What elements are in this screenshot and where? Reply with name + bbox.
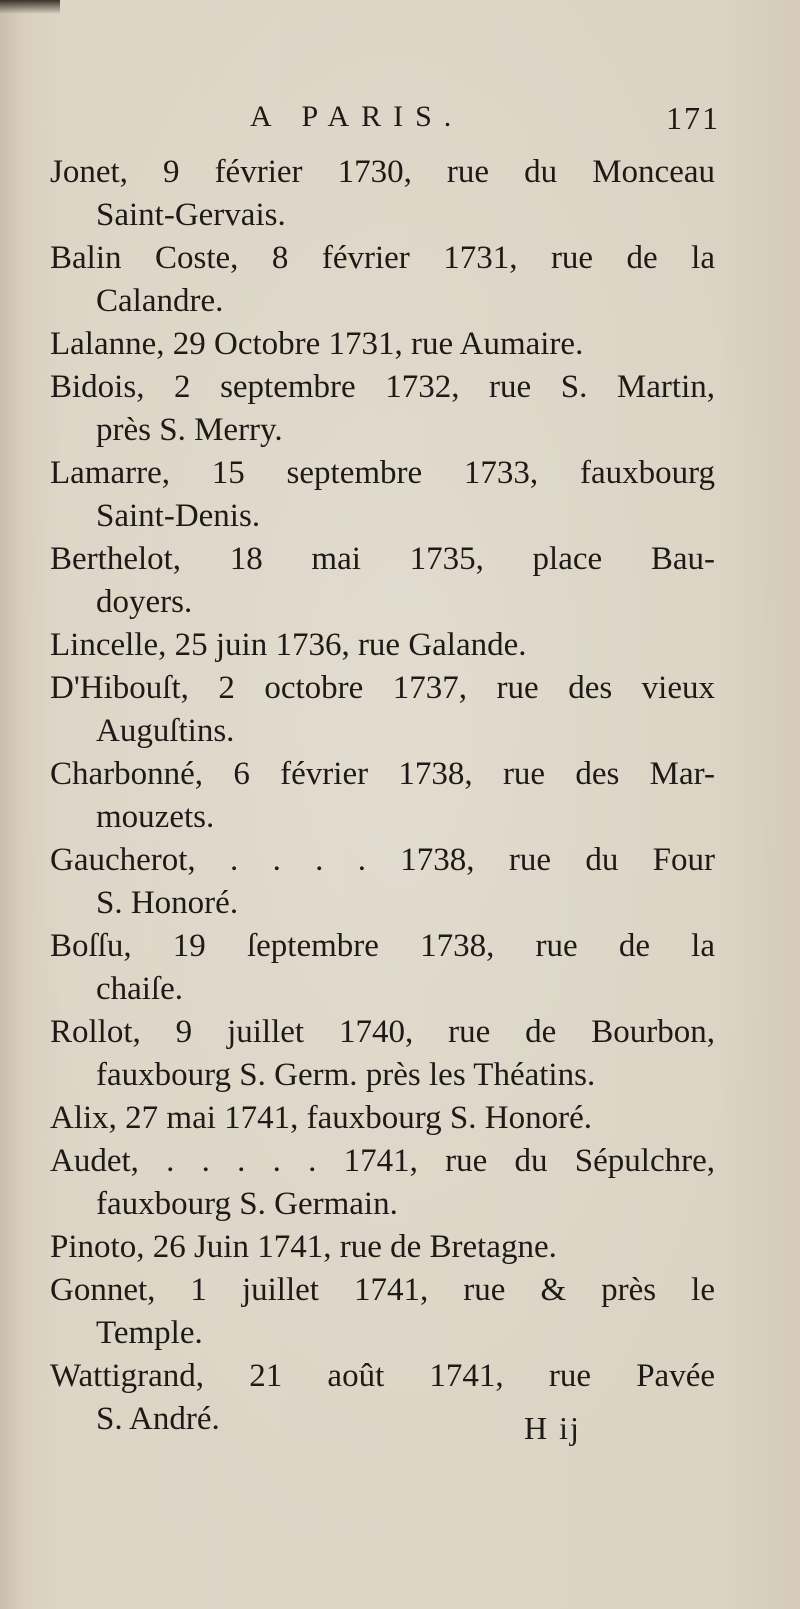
entry-line-2: Auguſtins. [96,713,235,749]
entry-line-1: Alix, 27 mai 1741, fauxbourg S. Honoré. [50,1100,593,1136]
entry-line-1: Lalanne, 29 Octobre 1731, rue Aumaire. [50,326,584,362]
running-head: A PARIS. [250,100,464,133]
entry-line-1: Pinoto, 26 Juin 1741, rue de Bretagne. [50,1229,557,1265]
list-item [50,925,715,1011]
entry-line-1: Wattigrand, 21 août 1741, rue Pavée [50,1358,715,1394]
entry-line-2: Saint-Gervais. [96,197,286,233]
entry-line-2: près S. Merry. [96,412,283,448]
entry-line-1: Gaucherot, . . . . 1738, rue du Four [50,842,715,878]
list-item [50,1269,715,1355]
entry-line-1: Gonnet, 1 juillet 1741, rue & près le [50,1272,715,1308]
entry-line-1: Balin Coste, 8 février 1731, rue de la [50,240,715,276]
list-item [50,753,715,839]
list-item [50,667,715,753]
list-item [50,1011,715,1097]
entry-line-1: Bidois, 2 septembre 1732, rue S. Martin, [50,369,715,405]
list-item [50,151,715,237]
list-item [50,452,715,538]
entry-line-2: fauxbourg S. Germ. près les Théatins. [96,1057,596,1093]
entry-line-1: Audet, . . . . . 1741, rue du Sépulchre, [50,1143,715,1179]
entry-line-1: Berthelot, 18 mai 1735, place Bau- [50,541,715,577]
list-item [50,624,715,667]
entry-line-2: fauxbourg S. Germain. [96,1186,398,1222]
list-item [50,1226,715,1269]
entry-line-2: doyers. [96,584,193,620]
entry-line-1: Lincelle, 25 juin 1736, rue Galande. [50,627,527,663]
entry-line-1: Charbonné, 6 février 1738, rue des Mar- [50,756,715,792]
list-item [50,366,715,452]
entries-list [50,151,715,1441]
list-item [50,323,715,366]
entry-line-2: mouzets. [96,799,215,835]
entry-line-1: Boſſu, 19 ſeptembre 1738, rue de la [50,928,715,964]
list-item [50,1140,715,1226]
page-edge-shadow [0,0,60,14]
entry-line-2: S. André. [96,1401,220,1437]
entry-line-2: Temple. [96,1315,203,1351]
list-item [50,1097,715,1140]
entry-line-2: chaiſe. [96,971,184,1007]
list-item [50,237,715,323]
list-item [50,538,715,624]
signature-mark: H ij [524,1410,581,1446]
entry-line-1: Rollot, 9 juillet 1740, rue de Bourbon, [50,1014,715,1050]
page-header [60,100,720,140]
entry-line-2: S. Honoré. [96,885,239,921]
list-item [50,1355,715,1441]
entry-line-2: Saint-Denis. [96,498,261,534]
list-item [50,839,715,925]
page-number: 171 [666,100,720,136]
entry-line-1: Jonet, 9 février 1730, rue du Monceau [50,154,715,190]
entry-line-2: Calandre. [96,283,224,319]
entry-line-1: Lamarre, 15 septembre 1733, fauxbourg [50,455,715,491]
entry-line-1: D'Hibouſt, 2 octobre 1737, rue des vieux [50,670,715,706]
